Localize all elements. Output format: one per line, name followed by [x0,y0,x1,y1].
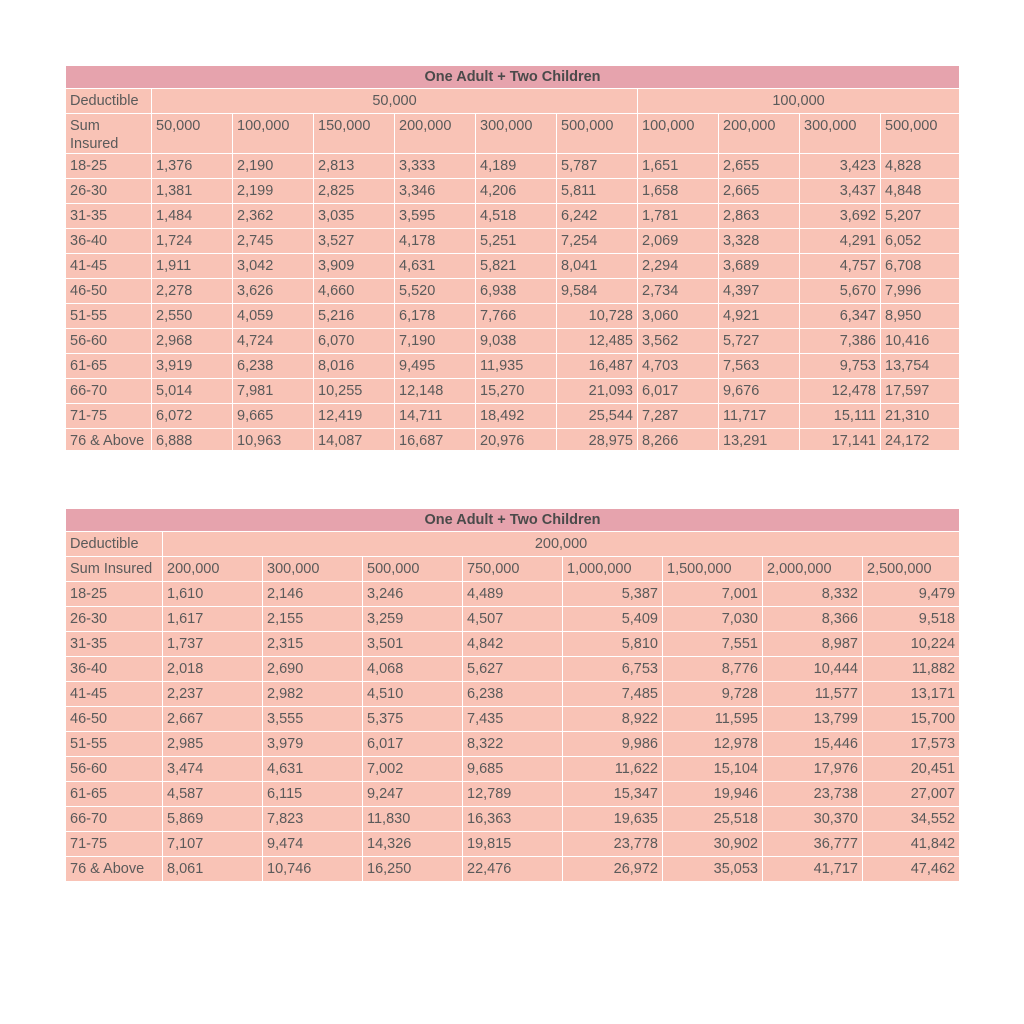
premium-cell: 2,863 [719,204,800,229]
age-band: 56-60 [66,757,163,782]
table-row [66,429,960,451]
premium-cell: 24,172 [881,429,960,451]
premium-cell: 4,724 [233,329,314,354]
premium-cell: 6,753 [563,657,663,682]
premium-cell: 22,476 [463,857,563,882]
premium-cell: 3,595 [395,204,476,229]
premium-cell: 16,363 [463,807,563,832]
premium-cell: 21,310 [881,404,960,429]
age-band: 31-35 [66,204,152,229]
premium-cell: 2,199 [233,179,314,204]
sum-insured-header: 300,000 [476,114,557,154]
premium-cell: 2,155 [263,607,363,632]
premium-cell: 3,346 [395,179,476,204]
premium-cell: 6,017 [363,732,463,757]
rate-table-deductible-50k-100k [65,65,960,451]
age-band: 76 & Above [66,857,163,882]
premium-cell: 2,294 [638,254,719,279]
table-row [66,682,960,707]
sum-insured-header: 150,000 [314,114,395,154]
deductible-row [66,532,960,557]
premium-cell: 10,746 [263,857,363,882]
table-title-row [66,509,960,532]
premium-cell: 15,347 [563,782,663,807]
premium-cell: 6,242 [557,204,638,229]
premium-cell: 8,987 [763,632,863,657]
premium-cell: 12,419 [314,404,395,429]
premium-cell: 19,635 [563,807,663,832]
premium-cell: 9,474 [263,832,363,857]
premium-cell: 6,238 [463,682,563,707]
sum-insured-header: 200,000 [395,114,476,154]
premium-cell: 2,550 [152,304,233,329]
premium-cell: 9,753 [800,354,881,379]
deductible-value: 200,000 [163,532,960,557]
premium-cell: 3,689 [719,254,800,279]
premium-cell: 1,911 [152,254,233,279]
premium-cell: 3,562 [638,329,719,354]
table-title: One Adult + Two Children [66,66,960,89]
premium-cell: 10,416 [881,329,960,354]
premium-cell: 36,777 [763,832,863,857]
premium-cell: 3,979 [263,732,363,757]
table-row [66,204,960,229]
premium-cell: 10,444 [763,657,863,682]
table-row [66,404,960,429]
premium-cell: 8,016 [314,354,395,379]
age-band: 26-30 [66,179,152,204]
premium-cell: 4,189 [476,154,557,179]
premium-cell: 5,387 [563,582,663,607]
premium-cell: 7,996 [881,279,960,304]
sum-insured-header: 1,000,000 [563,557,663,582]
premium-cell: 8,061 [163,857,263,882]
table-row [66,229,960,254]
premium-cell: 9,479 [863,582,960,607]
premium-cell: 2,237 [163,682,263,707]
premium-cell: 27,007 [863,782,960,807]
premium-cell: 4,848 [881,179,960,204]
sum-insured-row [66,557,960,582]
premium-cell: 7,563 [719,354,800,379]
premium-cell: 7,190 [395,329,476,354]
premium-cell: 4,587 [163,782,263,807]
premium-cell: 15,270 [476,379,557,404]
premium-cell: 9,584 [557,279,638,304]
premium-cell: 3,555 [263,707,363,732]
premium-cell: 5,811 [557,179,638,204]
premium-cell: 12,478 [800,379,881,404]
table-row [66,782,960,807]
premium-cell: 9,518 [863,607,960,632]
premium-cell: 1,724 [152,229,233,254]
sum-insured-header: 300,000 [800,114,881,154]
premium-cell: 11,577 [763,682,863,707]
premium-cell: 4,510 [363,682,463,707]
premium-cell: 34,552 [863,807,960,832]
premium-cell: 25,518 [663,807,763,832]
premium-cell: 4,489 [463,582,563,607]
age-band: 18-25 [66,582,163,607]
age-band: 36-40 [66,657,163,682]
premium-cell: 6,017 [638,379,719,404]
sum-insured-header: 100,000 [233,114,314,154]
premium-cell: 23,778 [563,832,663,857]
premium-cell: 5,787 [557,154,638,179]
table-row [66,807,960,832]
age-band: 41-45 [66,254,152,279]
premium-cell: 7,030 [663,607,763,632]
premium-cell: 2,278 [152,279,233,304]
premium-cell: 7,551 [663,632,763,657]
table-row [66,832,960,857]
premium-cell: 11,595 [663,707,763,732]
premium-cell: 25,544 [557,404,638,429]
premium-cell: 2,734 [638,279,719,304]
premium-cell: 14,711 [395,404,476,429]
premium-cell: 11,935 [476,354,557,379]
premium-cell: 15,104 [663,757,763,782]
table-row [66,279,960,304]
premium-cell: 3,259 [363,607,463,632]
premium-cell: 26,972 [563,857,663,882]
premium-cell: 4,059 [233,304,314,329]
premium-cell: 4,757 [800,254,881,279]
premium-cell: 9,665 [233,404,314,429]
premium-cell: 13,291 [719,429,800,451]
premium-cell: 6,072 [152,404,233,429]
premium-cell: 17,976 [763,757,863,782]
premium-cell: 16,250 [363,857,463,882]
premium-cell: 5,670 [800,279,881,304]
sum-insured-header: 200,000 [163,557,263,582]
premium-cell: 7,002 [363,757,463,782]
table-row [66,154,960,179]
premium-cell: 2,825 [314,179,395,204]
table-row [66,254,960,279]
deductible-label: Deductible [66,532,163,557]
deductible-row [66,89,960,114]
premium-cell: 19,946 [663,782,763,807]
premium-cell: 4,828 [881,154,960,179]
premium-cell: 10,728 [557,304,638,329]
premium-cell: 21,093 [557,379,638,404]
table-row [66,304,960,329]
premium-cell: 9,685 [463,757,563,782]
premium-cell: 5,810 [563,632,663,657]
premium-cell: 9,986 [563,732,663,757]
table-row [66,632,960,657]
premium-cell: 1,658 [638,179,719,204]
premium-cell: 28,975 [557,429,638,451]
premium-cell: 2,018 [163,657,263,682]
age-band: 46-50 [66,707,163,732]
premium-cell: 4,631 [263,757,363,782]
premium-cell: 3,060 [638,304,719,329]
premium-cell: 3,919 [152,354,233,379]
age-band: 31-35 [66,632,163,657]
premium-cell: 7,981 [233,379,314,404]
premium-cell: 3,246 [363,582,463,607]
age-band: 56-60 [66,329,152,354]
premium-cell: 7,766 [476,304,557,329]
premium-cell: 18,492 [476,404,557,429]
sum-insured-header: 2,500,000 [863,557,960,582]
premium-cell: 6,178 [395,304,476,329]
age-band: 51-55 [66,304,152,329]
premium-cell: 7,823 [263,807,363,832]
premium-cell: 2,985 [163,732,263,757]
premium-cell: 3,423 [800,154,881,179]
premium-cell: 3,035 [314,204,395,229]
premium-cell: 4,921 [719,304,800,329]
premium-cell: 30,902 [663,832,763,857]
premium-cell: 4,842 [463,632,563,657]
age-band: 71-75 [66,832,163,857]
sum-insured-header: 50,000 [152,114,233,154]
premium-cell: 9,038 [476,329,557,354]
premium-cell: 8,266 [638,429,719,451]
premium-cell: 11,830 [363,807,463,832]
premium-cell: 7,254 [557,229,638,254]
age-band: 76 & Above [66,429,152,451]
premium-cell: 5,207 [881,204,960,229]
premium-cell: 23,738 [763,782,863,807]
premium-cell: 12,485 [557,329,638,354]
age-band: 51-55 [66,732,163,757]
premium-cell: 15,700 [863,707,960,732]
premium-cell: 2,315 [263,632,363,657]
premium-cell: 2,655 [719,154,800,179]
premium-cell: 1,381 [152,179,233,204]
premium-cell: 2,665 [719,179,800,204]
table-row [66,607,960,632]
sum-insured-header: 200,000 [719,114,800,154]
premium-cell: 3,042 [233,254,314,279]
premium-cell: 9,495 [395,354,476,379]
premium-cell: 10,224 [863,632,960,657]
premium-cell: 15,111 [800,404,881,429]
premium-cell: 8,322 [463,732,563,757]
age-band: 66-70 [66,807,163,832]
premium-cell: 1,651 [638,154,719,179]
premium-cell: 4,291 [800,229,881,254]
premium-cell: 14,087 [314,429,395,451]
age-band: 71-75 [66,404,152,429]
premium-cell: 8,332 [763,582,863,607]
premium-cell: 16,687 [395,429,476,451]
premium-cell: 9,676 [719,379,800,404]
premium-cell: 5,727 [719,329,800,354]
sum-insured-header: 750,000 [463,557,563,582]
premium-cell: 2,069 [638,229,719,254]
sum-insured-header: 100,000 [638,114,719,154]
premium-cell: 17,597 [881,379,960,404]
premium-cell: 3,692 [800,204,881,229]
table-row [66,354,960,379]
premium-cell: 5,251 [476,229,557,254]
premium-cell: 4,703 [638,354,719,379]
premium-cell: 2,745 [233,229,314,254]
premium-cell: 20,976 [476,429,557,451]
premium-cell: 4,068 [363,657,463,682]
premium-cell: 6,347 [800,304,881,329]
sum-insured-header: 1,500,000 [663,557,763,582]
sum-insured-header: 2,000,000 [763,557,863,582]
premium-cell: 5,627 [463,657,563,682]
premium-cell: 8,776 [663,657,763,682]
premium-cell: 12,789 [463,782,563,807]
premium-cell: 2,146 [263,582,363,607]
premium-cell: 41,717 [763,857,863,882]
premium-cell: 30,370 [763,807,863,832]
sum-insured-header: 500,000 [363,557,463,582]
deductible-value: 50,000 [152,89,638,114]
premium-cell: 8,041 [557,254,638,279]
table-row [66,732,960,757]
premium-cell: 7,435 [463,707,563,732]
table-row [66,757,960,782]
premium-cell: 6,708 [881,254,960,279]
premium-cell: 5,216 [314,304,395,329]
premium-cell: 1,484 [152,204,233,229]
premium-cell: 16,487 [557,354,638,379]
premium-cell: 7,287 [638,404,719,429]
table-row [66,329,960,354]
premium-cell: 5,520 [395,279,476,304]
age-band: 26-30 [66,607,163,632]
premium-cell: 6,888 [152,429,233,451]
premium-cell: 7,001 [663,582,763,607]
premium-cell: 2,982 [263,682,363,707]
premium-cell: 4,631 [395,254,476,279]
premium-cell: 11,717 [719,404,800,429]
premium-cell: 41,842 [863,832,960,857]
premium-cell: 4,507 [463,607,563,632]
premium-cell: 3,333 [395,154,476,179]
premium-cell: 9,728 [663,682,763,707]
age-band: 46-50 [66,279,152,304]
premium-cell: 5,014 [152,379,233,404]
premium-cell: 3,527 [314,229,395,254]
age-band: 36-40 [66,229,152,254]
rate-table-deductible-200k [65,508,960,882]
sum-insured-row [66,114,960,154]
deductible-value: 100,000 [638,89,960,114]
premium-cell: 8,366 [763,607,863,632]
premium-cell: 5,409 [563,607,663,632]
premium-cell: 4,660 [314,279,395,304]
premium-cell: 3,437 [800,179,881,204]
premium-cell: 2,813 [314,154,395,179]
premium-cell: 4,397 [719,279,800,304]
premium-cell: 1,781 [638,204,719,229]
premium-cell: 7,386 [800,329,881,354]
table-row [66,707,960,732]
premium-cell: 8,922 [563,707,663,732]
premium-cell: 3,626 [233,279,314,304]
premium-cell: 2,362 [233,204,314,229]
premium-cell: 20,451 [863,757,960,782]
premium-cell: 11,622 [563,757,663,782]
premium-cell: 5,869 [163,807,263,832]
premium-cell: 12,978 [663,732,763,757]
premium-cell: 13,754 [881,354,960,379]
premium-cell: 2,690 [263,657,363,682]
premium-cell: 47,462 [863,857,960,882]
premium-cell: 5,821 [476,254,557,279]
premium-cell: 11,882 [863,657,960,682]
deductible-label: Deductible [66,89,152,114]
age-band: 61-65 [66,782,163,807]
premium-cell: 3,501 [363,632,463,657]
sum-insured-header: 500,000 [881,114,960,154]
table-row [66,179,960,204]
premium-cell: 6,070 [314,329,395,354]
premium-cell: 4,206 [476,179,557,204]
premium-cell: 10,255 [314,379,395,404]
premium-cell: 7,485 [563,682,663,707]
sum-insured-header: 300,000 [263,557,363,582]
premium-cell: 15,446 [763,732,863,757]
premium-cell: 2,190 [233,154,314,179]
premium-cell: 6,052 [881,229,960,254]
premium-cell: 7,107 [163,832,263,857]
premium-cell: 2,667 [163,707,263,732]
premium-cell: 1,737 [163,632,263,657]
age-band: 41-45 [66,682,163,707]
sum-insured-label: Sum Insured [66,114,152,154]
premium-cell: 6,115 [263,782,363,807]
premium-cell: 19,815 [463,832,563,857]
premium-cell: 4,518 [476,204,557,229]
table-title-row [66,66,960,89]
premium-cell: 4,178 [395,229,476,254]
premium-cell: 3,909 [314,254,395,279]
table-title: One Adult + Two Children [66,509,960,532]
premium-cell: 9,247 [363,782,463,807]
premium-cell: 5,375 [363,707,463,732]
premium-cell: 1,610 [163,582,263,607]
premium-cell: 10,963 [233,429,314,451]
premium-cell: 3,474 [163,757,263,782]
premium-cell: 14,326 [363,832,463,857]
table-row [66,379,960,404]
table-row [66,582,960,607]
premium-cell: 13,799 [763,707,863,732]
sum-insured-header: 500,000 [557,114,638,154]
table-row [66,657,960,682]
premium-cell: 35,053 [663,857,763,882]
premium-cell: 3,328 [719,229,800,254]
premium-cell: 17,141 [800,429,881,451]
premium-cell: 13,171 [863,682,960,707]
premium-cell: 6,238 [233,354,314,379]
premium-cell: 6,938 [476,279,557,304]
premium-cell: 1,617 [163,607,263,632]
premium-cell: 12,148 [395,379,476,404]
sum-insured-label: Sum Insured [66,557,163,582]
age-band: 18-25 [66,154,152,179]
age-band: 66-70 [66,379,152,404]
age-band: 61-65 [66,354,152,379]
premium-cell: 8,950 [881,304,960,329]
premium-cell: 2,968 [152,329,233,354]
table-row [66,857,960,882]
premium-cell: 17,573 [863,732,960,757]
premium-cell: 1,376 [152,154,233,179]
